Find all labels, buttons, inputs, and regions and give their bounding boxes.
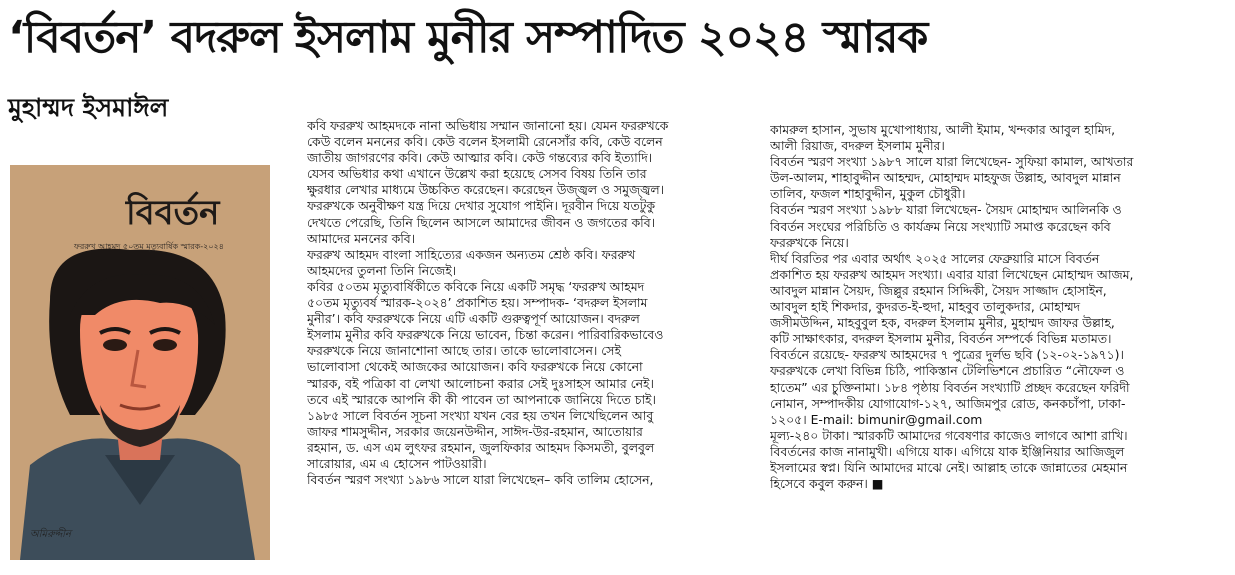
text-line: জাফর শামসুদ্দীন, সরকার জয়েনউদ্দীন, সাঈদ-উর-রহমান, আতোয়ার: [307, 423, 643, 439]
text-line: উল-আলম, শাহাবুদ্দীন আহম্মদ, মোহাম্মদ মাহফুজ উল্লাহ, আবদুল মান্নান: [770, 170, 1121, 186]
text-line: বিবর্তন স্মরণ সংখ্যা ১৯৮৮ যারা লিখেছেন- সৈয়দ মোহাম্মদ আলিনকি ও: [770, 202, 1122, 218]
text-line: আলী রিয়াজ, বদরুল ইসলাম মুনীর।: [770, 138, 945, 154]
text-line: আবদুল হাই শিকদার, কুদরত-ই-হুদা, মাহবুব তালুকদার, মোহাম্মদ: [770, 299, 1081, 315]
text-line: দীর্ঘ বিরতির পর এবার অর্থাৎ ২০২৫ সালের ফেব্রুয়ারি মাসে বিবর্তন: [770, 250, 1100, 266]
text-line: দেখতে পেরেছি, তিনি ছিলেন আসলে আমাদের জীবন ও জগতের কবি।: [307, 214, 656, 230]
text-line: সারোয়ার, এম এ হোসেন পাটওয়ারী।: [307, 455, 487, 471]
text-line: স্মারক, বই পত্রিকা বা লেখা আলোচনা করার সেই দুঃসাহস আমার নেই।: [307, 375, 654, 391]
text-line: কটি সাক্ষাৎকার, বদরুল ইসলাম মুনীর, বিবর্তন সম্পর্কে বিভিন্ন মতামত।: [770, 331, 1112, 347]
text-line: তবে এই স্মারকে আপনি কী কী পাবেন তা আপনাকে জানিয়ে দিতে চাই।: [307, 391, 656, 407]
article-byline: মুহাম্মদ ইসমাঈল: [8, 93, 169, 122]
text-line: ভালোবাসা থেকেই আজকের আয়োজন। কবি ফররুখকে নিয়ে কোনো: [307, 359, 643, 375]
text-line: যেসব অভিধার কথা এখানে উল্লেখ করা হয়েছে সেসব বিষয় তিনি তার: [307, 166, 647, 182]
text-line: তালিব, ফজল শাহাবুদ্দীন, মুকুল চৌধুরী।: [770, 186, 966, 202]
text-line: কবি ফররুখ আহমদকে নানা অভিধায় সম্মান জানানো হয়। যেমন ফররুখকে: [307, 118, 669, 133]
text-line: মুনীর’। কবি ফররুখকে নিয়ে এটি একটি গুরুত্বপূর্ণ আয়োজন। বদরুল: [307, 311, 640, 327]
text-line: প্রকাশিত হয় ফররুখ আহমদ সংখ্যা। এবার যারা লিখেছেন মোহাম্মদ আজম,: [770, 266, 1134, 282]
article-column-1: [307, 118, 762, 568]
text-line: কেউ বলেন মননের কবি। কেউ বলেন ইসলামী রেনেসাঁর কবি, কেউ বলেন: [307, 134, 663, 150]
text-line: ইসলাম মুনীর কবি ফররুখকে নিয়ে ভাবেন, চিন্তা করেন। পারিবারিকভাবেও: [307, 327, 664, 343]
book-cover-image: [10, 165, 270, 560]
text-line: কবির ৫০তম মৃত্যুবার্ষিকীতে কবিকে নিয়ে একটি সমৃদ্ধ ‘ফররুখ আহমদ: [307, 278, 645, 294]
text-line: ফররুখ আহমদ বাংলা সাহিত্যের একজন অন্যতম শ্রেষ্ঠ কবি। ফররুখ: [307, 246, 636, 262]
text-line: ১৯৮৫ সালে বিবর্তন সূচনা সংখ্যা যখন বের হয় তখন লিখেছিলেন আবু: [307, 407, 654, 423]
text-line: ক্ষুরধার লেখার মাধ্যমে উচ্চকিত করেছেন। করেছেন উজ্জ্বল ও সমুজ্জ্বল।: [307, 182, 665, 198]
text-line: ইসলামের স্বপ্ন। যিনি আমাদের মাঝে নেই। আল্লাহ তাকে জান্নাতের মেহমান: [770, 459, 1128, 475]
text-line: বিবর্তনে রয়েছে- ফররুখ আহমদের ৭ পুত্রের দুর্লভ ছবি (১২-০২-১৯৭১)।: [770, 347, 1124, 363]
text-line: আবদুল মান্নান সৈয়দ, জিল্লুর রহমান সিদ্দিকী, সৈয়দ সাজ্জাদ হোসাইন,: [770, 282, 1107, 298]
text-line: বিবর্তন স্মরণ সংখ্যা ১৯৮৭ সালে যারা লিখেছেন- সুফিয়া কামাল, আখতার: [770, 154, 1134, 170]
text-line: আহমদের তুলনা তিনি নিজেই।: [307, 262, 457, 278]
text-line: জসীমউদ্দিন, মাহবুবুল হক, বদরুল ইসলাম মুনীর, মুহাম্মদ জাফর উল্লাহ,: [770, 315, 1115, 331]
text-line: হিসেবে কবুল করুন। ■: [770, 476, 884, 492]
text-line: হাতেম” এর চুক্তিনামা। ১৮৪ পৃষ্ঠায় বিবর্তন সংখ্যাটি প্রচ্ছদ করেছেন ফরিদী: [770, 379, 1130, 395]
cover-title: বিবর্তন: [126, 193, 220, 233]
cover-artist-signature: অমিরুদ্দীন: [30, 529, 71, 540]
text-line: আমাদের মননের কবি।: [307, 230, 416, 246]
article-column-2: [770, 122, 1225, 570]
text-line: ফররুখকে নিয়ে জানাশোনা আছে তার। তাকে ভালোবাসেন। সেই: [307, 343, 621, 359]
text-line: মূল্য-২৪০ টাকা। স্মারকটি আমাদের গবেষণার কাজেও লাগবে আশা রাখি।: [770, 427, 1128, 443]
text-line: বিবর্তন সংঘের পরিচিতি ও কার্যক্রম নিয়ে সংখ্যাটি সমাপ্ত করেছেন কবি: [770, 218, 1111, 234]
text-line: কামরুল হাসান, সুভাষ মুখোপাধ্যায়, আলী ইমাম, খন্দকার আবুল হামিদ,: [770, 122, 1116, 137]
text-line: ১২০৫। E-mail: bimunir@gmail.com: [770, 411, 983, 427]
text-line: ফররুখকে নিয়ে।: [770, 234, 849, 250]
text-line: ফররুখকে লেখা বিভিন্ন চিঠি, পাকিস্তান টেলিভিশনে প্রচারিত “নৌফেল ও: [770, 363, 1125, 379]
text-line: বিবর্তনের কাজ নানামুখী। এগিয়ে যাক। এগিয়ে যাক ইঞ্জিনিয়ার আজিজুল: [770, 443, 1125, 459]
text-line: রহমান, ড. এস এম লুৎফর রহমান, জুলফিকার আহমদ কিসমতী, বুলবুল: [307, 439, 655, 455]
cover-subtitle: ফররুখ আহমদ ৫০তম মৃত্যুবার্ষিক স্মারক-২০২৪: [74, 242, 224, 251]
article-headline: ‘বিবর্তন’ বদরুল ইসলাম মুনীর সম্পাদিত ২০২৪ স্মারক: [8, 12, 928, 63]
text-line: বিবর্তন স্মরণ সংখ্যা ১৯৮৬ সালে যারা লিখেছেন– কবি তালিম হোসেন,: [307, 472, 654, 488]
text-line: ফররুখকে অনুবীক্ষণ যন্ত্র দিয়ে দেখার সুযোগ পাইনি। দূরবীন দিয়ে যতটুকু: [307, 198, 656, 214]
text-line: ৫০তম মৃত্যুবর্ষ স্মারক-২০২৪’ প্রকাশিত হয়। সম্পাদক- ‘বদরুল ইসলাম: [307, 295, 648, 311]
text-line: জাতীয় জাগরণের কবি। কেউ আত্মার কবি। কেউ গন্তব্যের কবি ইত্যাদি।: [307, 150, 653, 166]
text-line: নোমান, সম্পাদকীয় যোগাযোগ-১২৭, আজিমপুর রোড, কনকচাঁপা, ঢাকা-: [770, 395, 1126, 411]
